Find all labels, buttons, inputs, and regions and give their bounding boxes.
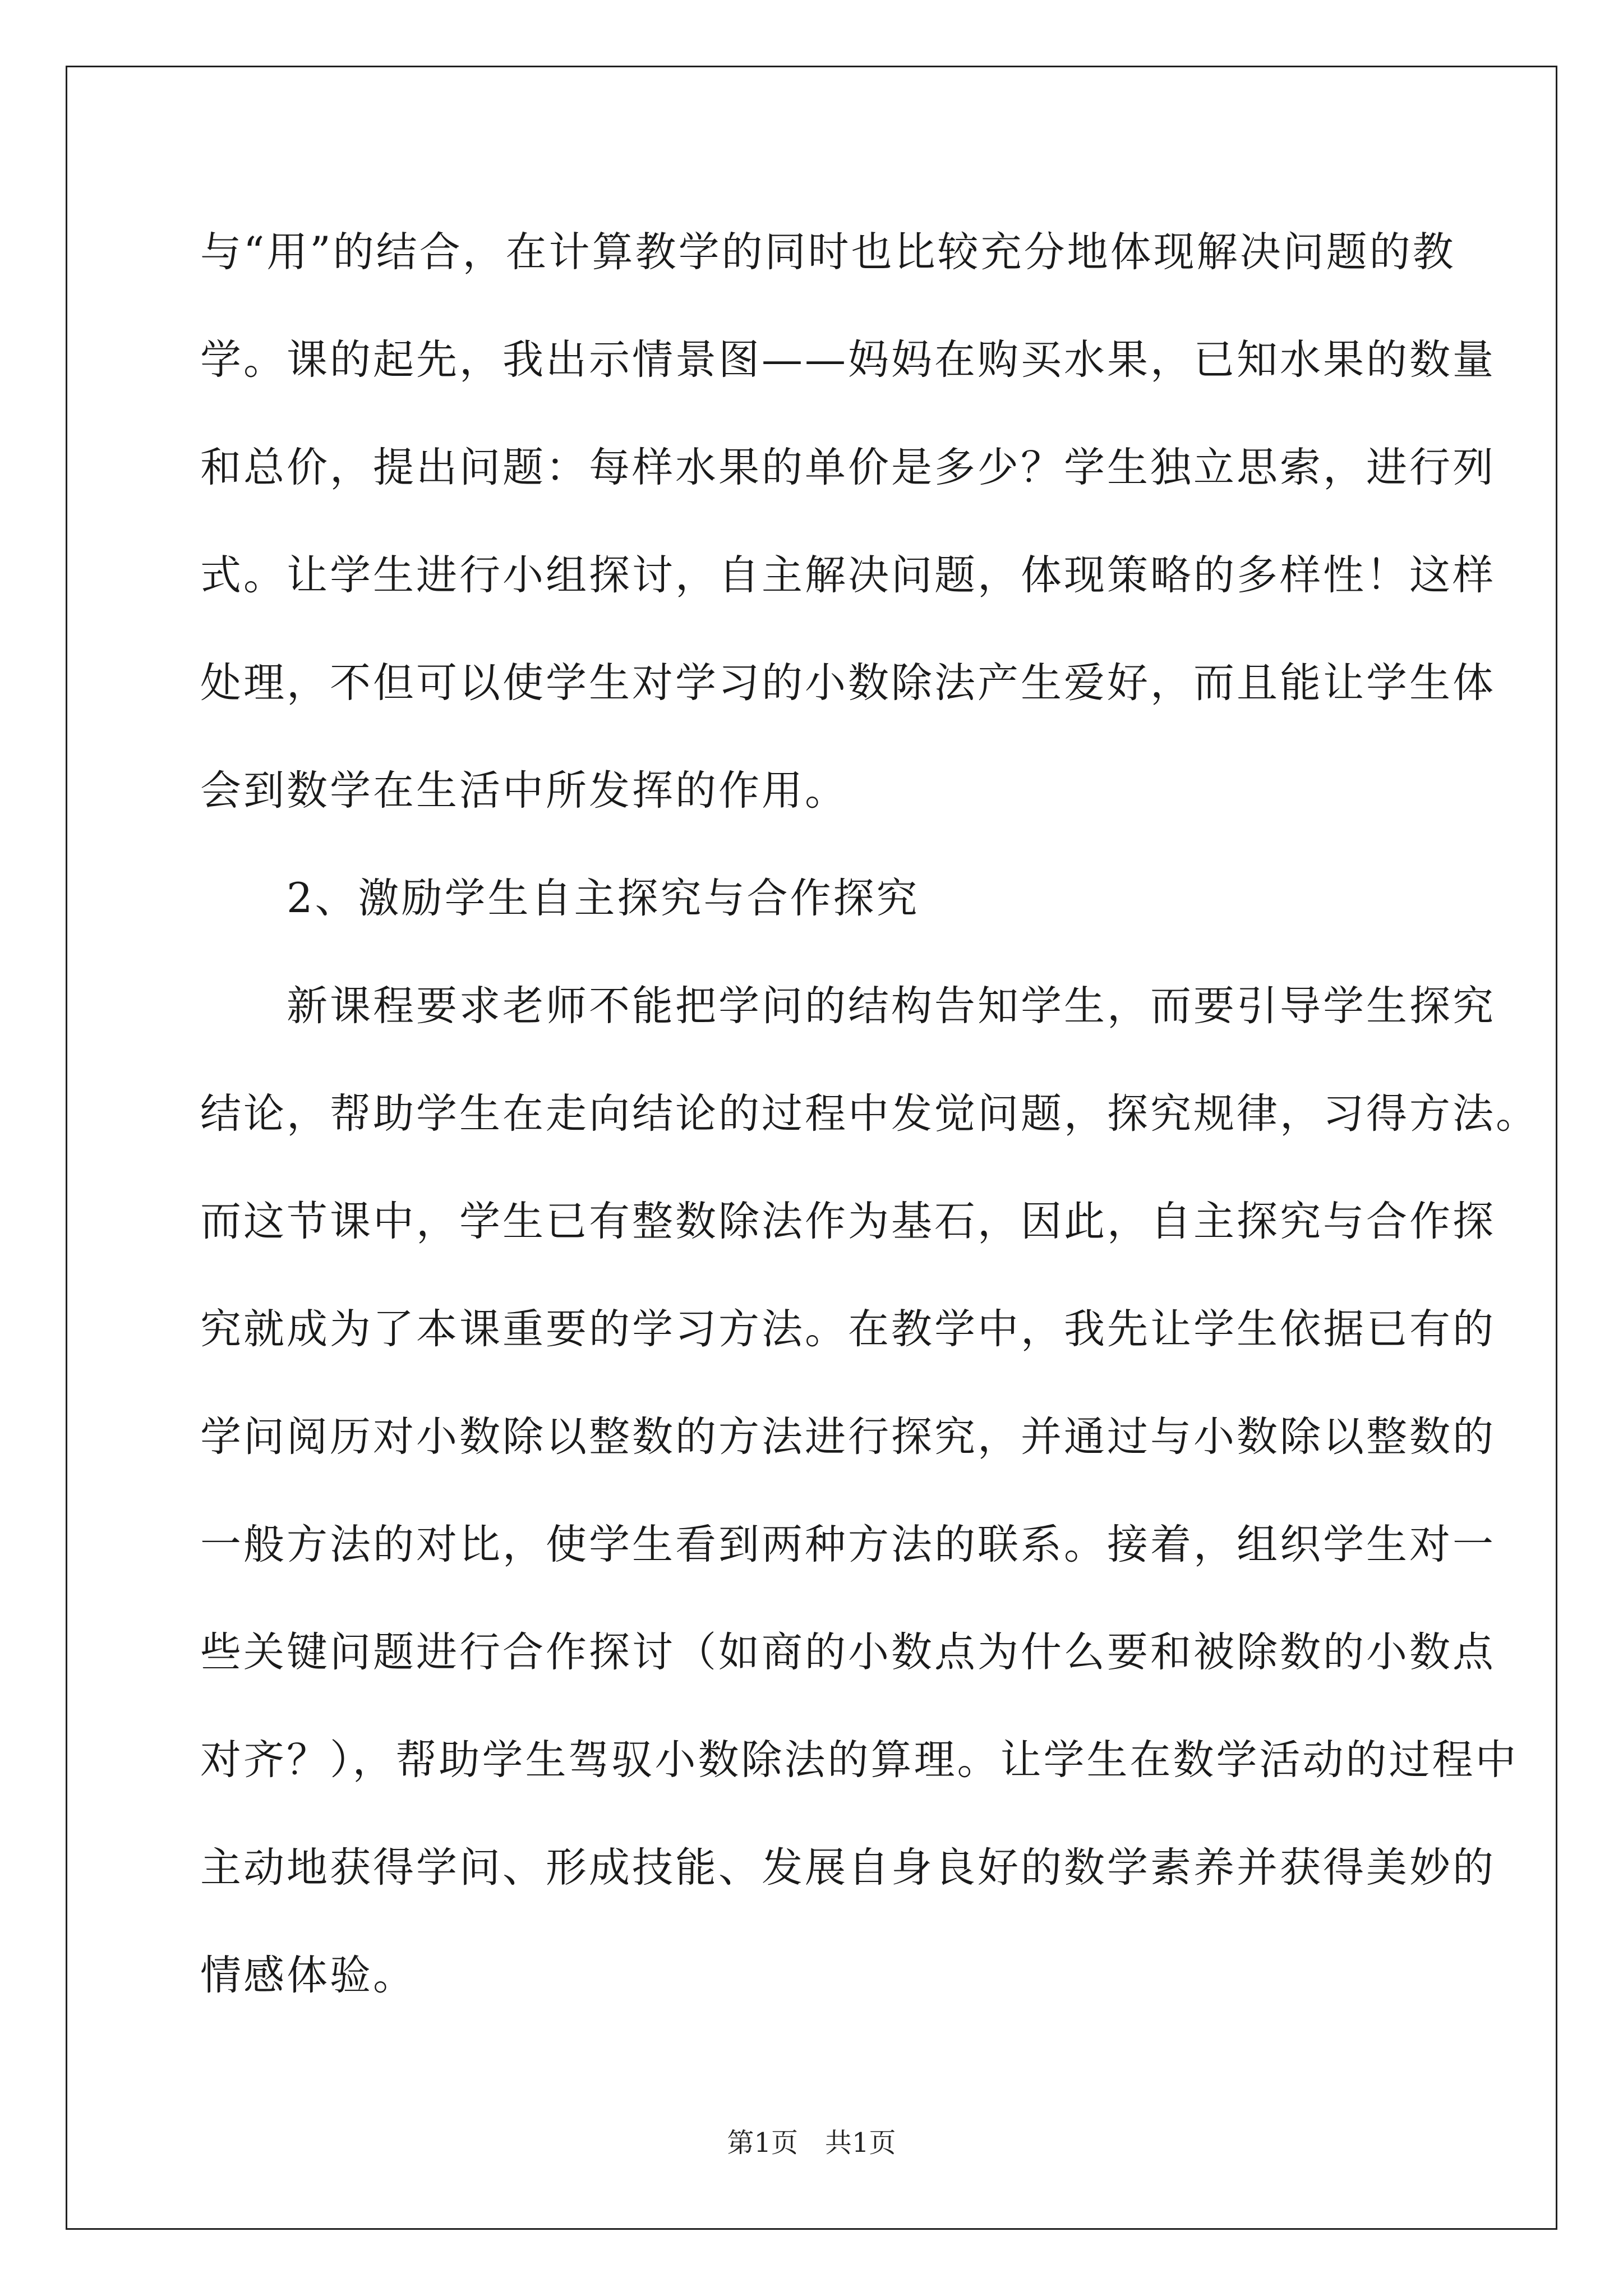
text-line: 式。让学生进行小组探讨，自主解决问题，体现策略的多样性！这样 xyxy=(200,551,1496,599)
text-line: 对齐？），帮助学生驾驭小数除法的算理。让学生在数学活动的过程中 xyxy=(200,1736,1519,1784)
text-line: 主动地获得学问、形成技能、发展自身良好的数学素养并获得美妙的 xyxy=(200,1844,1496,1892)
text-line: 会到数学在生活中所发挥的作用。 xyxy=(200,767,848,815)
text-line: 和总价，提出问题：每样水果的单价是多少？学生独立思索，进行列 xyxy=(200,444,1496,491)
text-line: 新课程要求老师不能把学问的结构告知学生，而要引导学生探究 xyxy=(200,982,1496,1030)
text-line: 情感体验。 xyxy=(200,1952,416,1999)
text-line: 与“用”的结合，在计算教学的同时也比较充分地体现解决问题的教 xyxy=(200,228,1456,276)
text-line: 处理，不但可以使学生对学习的小数除法产生爱好，而且能让学生体 xyxy=(200,659,1496,707)
text-line: 一般方法的对比，使学生看到两种方法的联系。接着，组织学生对一 xyxy=(200,1521,1496,1568)
text-line: 学问阅历对小数除以整数的方法进行探究，并通过与小数除以整数的 xyxy=(200,1413,1496,1461)
text-line: 结论，帮助学生在走向结论的过程中发觉问题，探究规律，习得方法。 xyxy=(200,1090,1539,1138)
page-footer: 第1页 共1页 xyxy=(727,2127,896,2159)
text-line: 些关键问题进行合作探讨（如商的小数点为什么要和被除数的小数点 xyxy=(200,1628,1496,1676)
text-line: 而这节课中，学生已有整数除法作为基石，因此，自主探究与合作探 xyxy=(200,1198,1496,1245)
text-line: 学。课的起先，我出示情景图——妈妈在购买水果，已知水果的数量 xyxy=(200,336,1496,384)
section-heading: 2、激励学生自主探究与合作探究 xyxy=(200,875,920,922)
text-line: 究就成为了本课重要的学习方法。在教学中，我先让学生依据已有的 xyxy=(200,1305,1496,1353)
